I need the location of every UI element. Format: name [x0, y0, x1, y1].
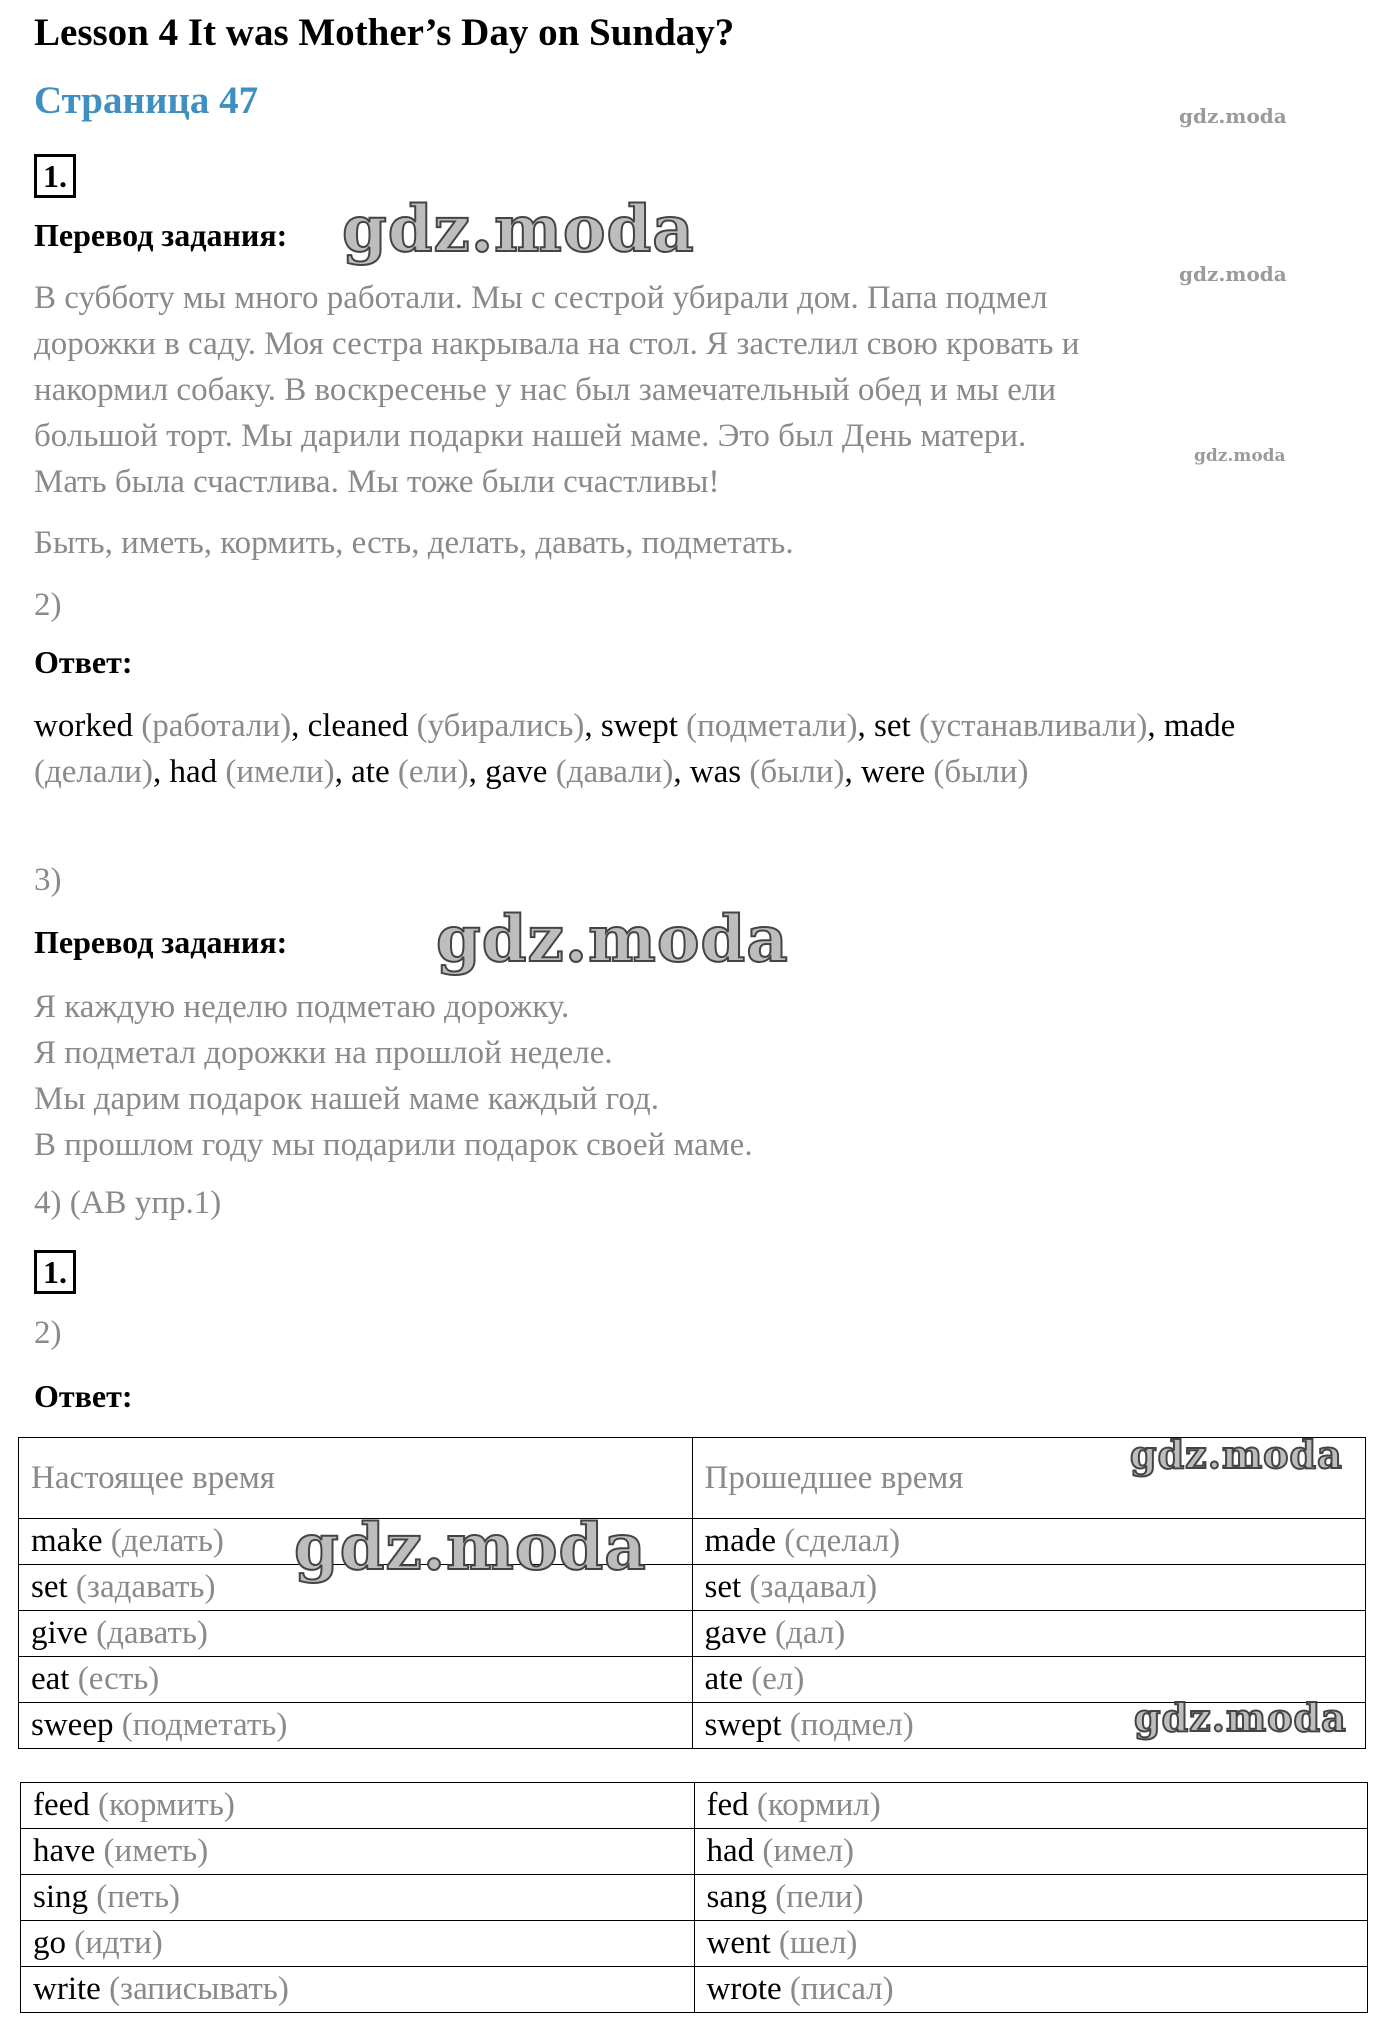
- verb-en: went: [706, 1925, 771, 1961]
- watermark-small: gdz.moda: [1194, 446, 1286, 466]
- verb-en: wrote: [706, 1971, 782, 2007]
- subtask-2: 2): [34, 1315, 62, 1351]
- verb-en: make: [31, 1523, 103, 1559]
- cell-past: [694, 1783, 1368, 1829]
- verb-ru: (делать): [110, 1523, 224, 1559]
- answer-word-ru: (устанавливали): [918, 708, 1148, 744]
- verb-en: swept: [704, 1707, 782, 1743]
- cell-present: [21, 1875, 695, 1921]
- header-present: Настоящее время: [19, 1438, 693, 1519]
- verb-en: set: [31, 1569, 68, 1605]
- table-row: [19, 1519, 1366, 1565]
- translation-label: Перевод задания:: [34, 924, 288, 960]
- verb-ru: (петь): [96, 1879, 181, 1915]
- answer-word-en: cleaned: [307, 708, 409, 744]
- verb-ru: (ел): [751, 1661, 805, 1697]
- verb-ru: (пели): [775, 1879, 864, 1915]
- answer-word-en: had: [169, 754, 218, 790]
- translation-line: В прошлом году мы подарили подарок своей маме.: [34, 1127, 753, 1163]
- watermark-small: gdz.moda: [1179, 262, 1287, 286]
- verb-ru: (кормить): [98, 1787, 235, 1823]
- answer-word-ru: (делали): [34, 754, 153, 790]
- table-row: [21, 1967, 1368, 2013]
- translation-text: [34, 275, 1334, 505]
- answer-separator: ,: [1147, 708, 1164, 744]
- verbs-table-continued: [20, 1782, 1368, 2013]
- cell-present: [19, 1657, 693, 1703]
- verb-ru: (давать): [96, 1615, 208, 1651]
- verb-en: give: [31, 1615, 88, 1651]
- task-number-box: 1.: [34, 154, 76, 198]
- answer-word-ru: (подметали): [686, 708, 858, 744]
- verb-en: sweep: [31, 1707, 114, 1743]
- answer-word-en: was: [689, 754, 742, 790]
- answer-word-en: ate: [351, 754, 390, 790]
- verb-en: made: [704, 1523, 776, 1559]
- verb-ru: (сделал): [784, 1523, 901, 1559]
- verb-ru: (кормил): [756, 1787, 881, 1823]
- header-past: Прошедшее время: [692, 1438, 1366, 1519]
- answer-word-en: gave: [485, 754, 548, 790]
- verb-en: sang: [706, 1879, 767, 1915]
- answer-separator: ,: [673, 754, 690, 790]
- verb-ru: (иметь): [103, 1833, 209, 1869]
- verb-en: had: [706, 1833, 755, 1869]
- cell-present: [21, 1967, 695, 2013]
- verbs-line: Быть, иметь, кормить, есть, делать, давать, подметать.: [34, 525, 794, 561]
- cell-past: [692, 1565, 1366, 1611]
- answer-word-en: worked: [34, 708, 133, 744]
- answer-label: Ответ:: [34, 644, 133, 680]
- verb-ru: (идти): [74, 1925, 163, 1961]
- translation-line: дорожки в саду. Моя сестра накрывала на стол. Я застелил свою кровать и: [34, 326, 1080, 362]
- verb-en: feed: [33, 1787, 90, 1823]
- answer-word-en: made: [1163, 708, 1236, 744]
- table-row: [21, 1921, 1368, 1967]
- cell-past: [694, 1875, 1368, 1921]
- translation-line: Мать была счастлива. Мы тоже были счастливы!: [34, 464, 720, 500]
- verb-ru: (писал): [789, 1971, 894, 2007]
- verb-en: have: [33, 1833, 96, 1869]
- answer-word-en: were: [860, 754, 926, 790]
- cell-present: [19, 1611, 693, 1657]
- table-row: [21, 1829, 1368, 1875]
- subtask-2: 2): [34, 587, 62, 623]
- verb-en: ate: [704, 1661, 743, 1697]
- verb-ru: (записывать): [109, 1971, 289, 2007]
- answer-word-ru: (давали): [555, 754, 674, 790]
- answer-items: [34, 708, 1235, 790]
- verb-en: go: [33, 1925, 66, 1961]
- answer-word-en: set: [874, 708, 911, 744]
- answer-word-ru: (были): [933, 754, 1029, 790]
- translation-line: Я каждую неделю подметаю дорожку.: [34, 989, 570, 1025]
- verb-en: write: [33, 1971, 101, 2007]
- cell-past: [694, 1829, 1368, 1875]
- verb-ru: (есть): [77, 1661, 160, 1697]
- answer-word-ru: (работали): [141, 708, 292, 744]
- subtask-4: 4) (АВ упр.1): [34, 1185, 222, 1221]
- cell-past: [694, 1921, 1368, 1967]
- verb-en: gave: [704, 1615, 767, 1651]
- table-row: [21, 1783, 1368, 1829]
- translation2-text: [34, 984, 1334, 1168]
- translation-line: Мы дарим подарок нашей маме каждый год.: [34, 1081, 659, 1117]
- answer-label: Ответ:: [34, 1378, 133, 1414]
- page-heading: Страница 47: [34, 79, 259, 122]
- verb-en: eat: [31, 1661, 70, 1697]
- watermark-large: gdz.moda: [436, 902, 789, 977]
- translation-label: Перевод задания:: [34, 217, 288, 253]
- task-number-box: 1.: [34, 1250, 76, 1294]
- answer-separator: ,: [844, 754, 861, 790]
- watermark-small: gdz.moda: [1179, 104, 1287, 128]
- table-row: [21, 1875, 1368, 1921]
- answer-separator: ,: [334, 754, 352, 790]
- cell-past: [694, 1967, 1368, 2013]
- verb-en: set: [704, 1569, 742, 1605]
- cell-past: [692, 1611, 1366, 1657]
- verb-ru: (подмел): [789, 1707, 914, 1743]
- answer-separator: ,: [584, 708, 601, 744]
- translation-line: Я подметал дорожки на прошлой неделе.: [34, 1035, 613, 1071]
- table-row: [19, 1611, 1366, 1657]
- verb-ru: (задавать): [75, 1569, 216, 1605]
- answer-separator: ,: [857, 708, 875, 744]
- watermark-large: gdz.moda: [342, 192, 695, 267]
- translation-line: В субботу мы много работали. Мы с сестрой убирали дом. Папа подмел: [34, 280, 1048, 316]
- verb-ru: (задавал): [749, 1569, 878, 1605]
- translation-line: большой торт. Мы дарили подарки нашей маме. Это был День матери.: [34, 418, 1027, 454]
- answer-separator: ,: [291, 708, 308, 744]
- translation-line: накормил собаку. В воскресенье у нас был замечательный обед и мы ели: [34, 372, 1057, 408]
- watermark-large: gdz.moda: [294, 1510, 647, 1585]
- verb-ru: (подметать): [121, 1707, 288, 1743]
- answer-separator: ,: [468, 754, 486, 790]
- verb-ru: (дал): [775, 1615, 846, 1651]
- answer-separator: ,: [152, 754, 170, 790]
- cell-present: [19, 1703, 693, 1749]
- cell-past: [692, 1519, 1366, 1565]
- table-row: [19, 1565, 1366, 1611]
- subtask-3: 3): [34, 862, 62, 898]
- answer-word-ru: (убирались): [416, 708, 585, 744]
- verb-ru: (шел): [778, 1925, 858, 1961]
- watermark-large: gdz.moda: [1134, 1695, 1347, 1740]
- answer-word-ru: (были): [749, 754, 845, 790]
- verb-ru: (имел): [762, 1833, 855, 1869]
- lesson-title: Lesson 4 It was Mother’s Day on Sunday?: [34, 11, 735, 54]
- verb-en: fed: [706, 1787, 749, 1823]
- answer-word-en: swept: [600, 708, 678, 744]
- answer-text: [34, 703, 1304, 795]
- cell-present: [21, 1829, 695, 1875]
- verb-en: sing: [33, 1879, 89, 1915]
- cell-present: [21, 1783, 695, 1829]
- answer-word-ru: (ели): [397, 754, 469, 790]
- cell-present: [21, 1921, 695, 1967]
- answer-word-ru: (имели): [225, 754, 335, 790]
- watermark-large: gdz.moda: [1130, 1432, 1343, 1477]
